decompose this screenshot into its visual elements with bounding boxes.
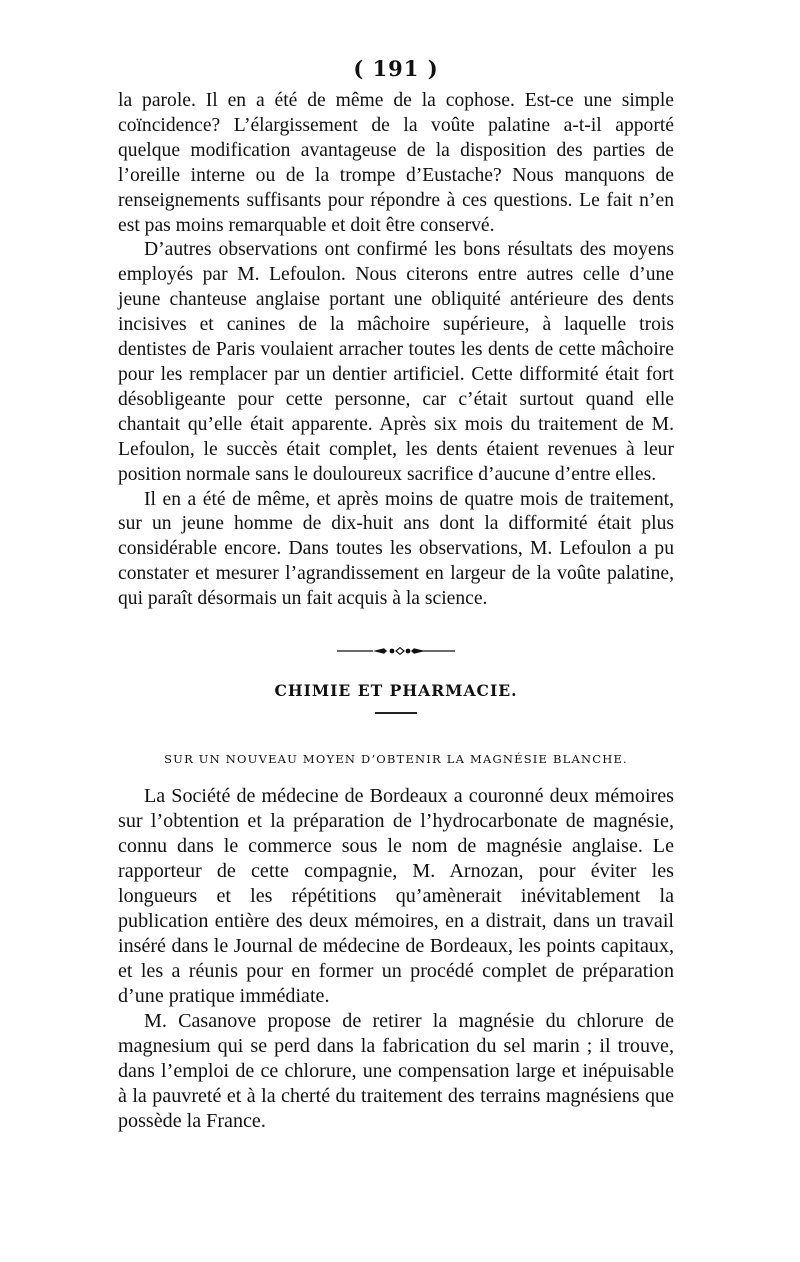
paragraph: La Société de médecine de Bordeaux a couronné deux mémoires sur l’obtention et la préparation de l’hydrocarbonate de magnésie, connu dans le commerce sous le nom de magnésie anglaise. Le rapporteur de cette compagnie, M. Arnozan, pour éviter les longueurs et les répétitions qu’amènerait inévitablement la publication entière des deux mémoires, en a distrait, dans un travail inséré dans le Journal de médecine de Bordeaux, les points capitaux, et les a réunis pour en former un procédé complet de préparation d’une pratique immédiate.	[118, 785, 674, 1008]
section-title: CHIMIE ET PHARMACIE.	[274, 681, 518, 701]
paragraph: D’autres observations ont confirmé les bons résultats des moyens employés par M. Lefoulon. Nous citerons entre autres celle d’une jeune chanteuse anglaise portant une obliquité antérieure des dents incisives et canines de la mâchoire supérieure, à laquelle trois dentistes de Paris voulaient arracher toutes les dents de cette mâchoire pour les remplacer par un dentier artificiel. Cette difformité était fort désobligeante pour cette personne, car c’était surtout quand elle chantait qu’elle était apparente. Après six mois du traitement de M. Lefoulon, le succès était complet, les dents étaient revenues à leur position normale sans le douloureux sacrifice d’aucune d’entre elles.	[118, 239, 674, 485]
article-text	[118, 784, 674, 1134]
title-rule	[375, 712, 417, 714]
page	[118, 56, 674, 1134]
ornament-divider	[337, 646, 455, 656]
page-number: ( 191 )	[353, 56, 439, 81]
paragraph-continued: la parole. Il en a été de même de la cophose. Est-ce une simple coïncidence? L’élargissement de la voûte palatine a-t-il apporté quelque modification avantageuse de la disposition des parties de l’oreille interne ou de la trompe d’Eustache? Nous manquons de renseignements suffisants pour répondre à ces questions. Le fait n’en est pas moins remarquable et doit être conservé.	[118, 90, 674, 236]
paragraph: Il en a été de même, et après moins de quatre mois de traitement, sur un jeune homme de dix-huit ans dont la difformité était plus considérable encore. Dans toutes les observations, M. Lefoulon a pu constater et mesurer l’agrandissement en largeur de la voûte palatine, qui paraît désormais un fait acquis à la science.	[118, 488, 674, 610]
article-subtitle: SUR UN NOUVEAU MOYEN D’OBTENIR LA MAGNÉSIE BLANCHE.	[164, 752, 628, 767]
body-text	[118, 89, 674, 612]
paragraph: M. Casanove propose de retirer la magnésie du chlorure de magnesium qui se perd dans la fabrication du sel marin ; il trouve, dans l’emploi de ce chlorure, une compensation large et inépuisable à la pauvreté et à la cherté du traitement des terrains magnésiens que possède la France.	[118, 1010, 674, 1133]
